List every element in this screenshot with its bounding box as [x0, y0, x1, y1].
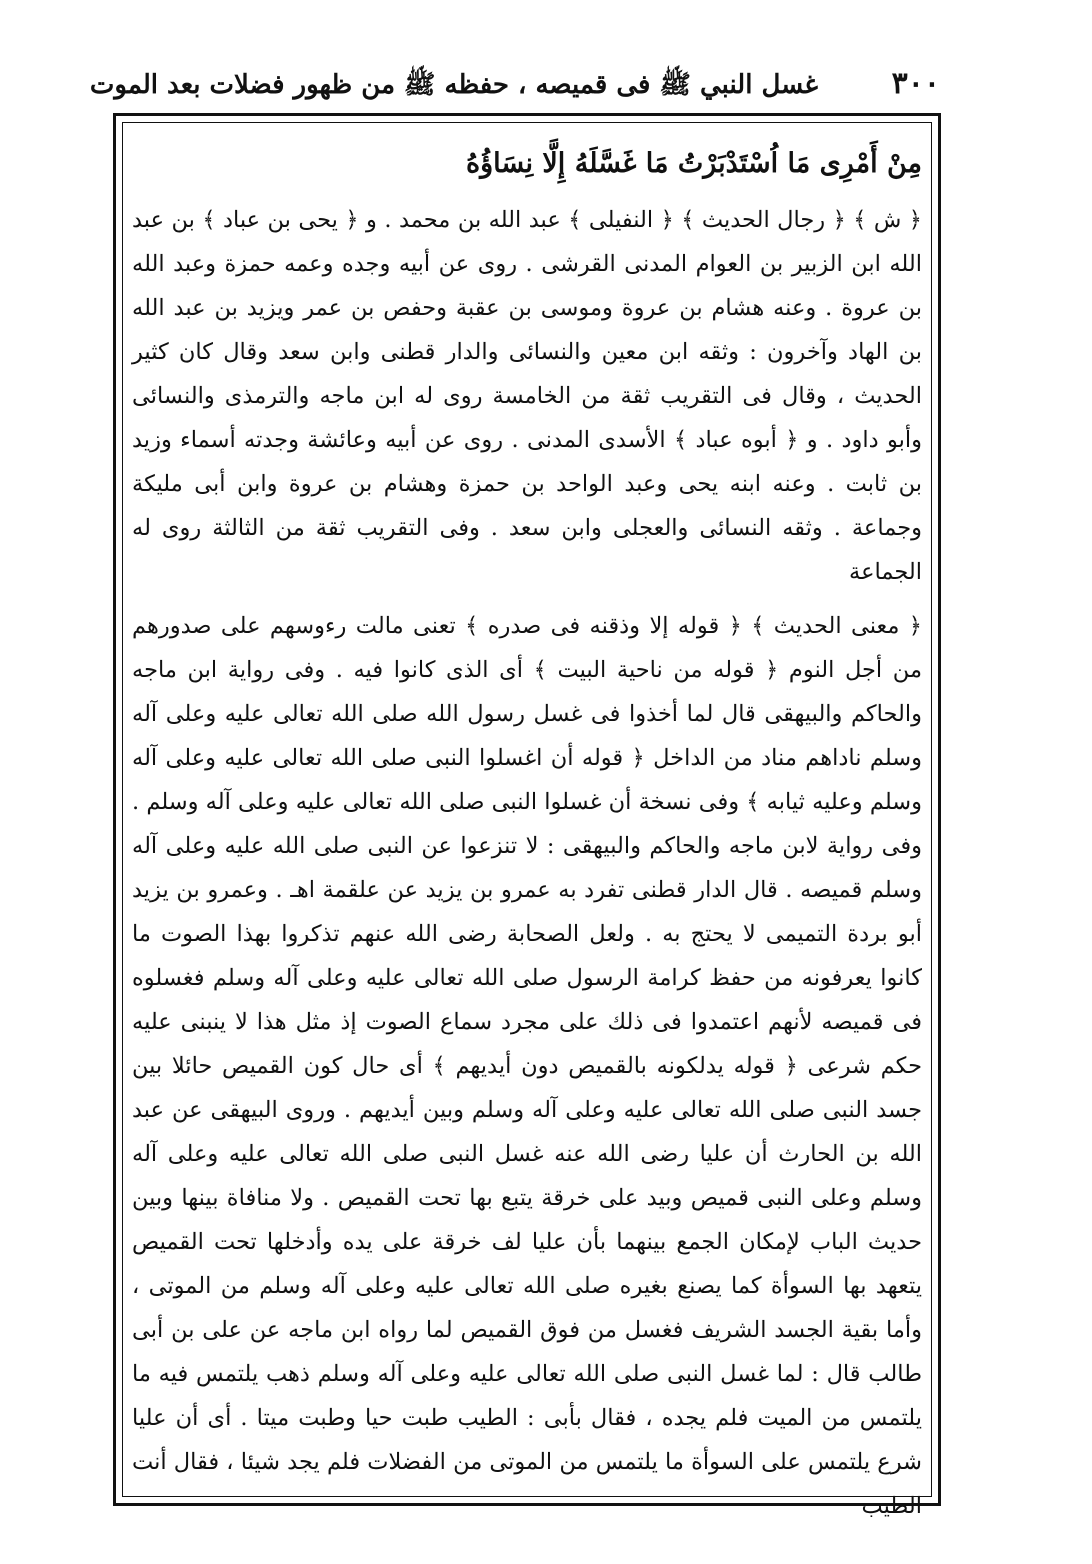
page-number: ٣٠٠: [891, 66, 940, 101]
header-title: غسل النبي ﷺ فى قميصه ، حفظه ﷺ من ظهور فضلات بعد الموت: [89, 70, 818, 100]
commentary-meaning: ﴿ معنى الحديث ﴾ ﴿ قوله إلا وذقنه فى صدره ﴾ تعنى مالت رءوسهم على صدورهم من أجل النوم ﴿ قوله من ناحية البيت ﴾ أى الذى كانوا فيه . وفى رواية ابن ماجه والحاكم والبيهقى قال لما أخذوا فى غسل رسول الله صلى الله تعالى عليه وعلى آله وسلم ناداهم مناد من الداخل ﴿ قوله أن اغسلوا النبى صلى الله تعالى عليه وعلى آله وسلم وعليه ثيابه ﴾ وفى نسخة أن غسلوا النبى صلى الله تعالى عليه وعلى آله وسلم . وفى رواية لابن ماجه والحاكم والبيهقى : لا تنزعوا عن النبى صلى الله عليه وعلى آله وسلم قميصه . قال الدار قطنى تفرد به عمرو بن يزيد عن علقمة اهـ . وعمرو بن يزيد أبو بردة التميمى لا يحتج به . ولعل الصحابة رضى الله عنهم تذكروا بهذا الصوت ما كانوا يعرفونه من حفظ كرامة الرسول صلى الله تعالى عليه وعلى آله وسلم فغسلوه فى قميصه لأنهم اعتمدوا فى ذلك على مجرد سماع الصوت إذ مثل هذا لا ينبنى عليه حكم شرعى ﴿ قوله يدلكونه بالقميص دون أيديهم ﴾ أى حال كون القميص حائلا بين جسد النبى صلى الله تعالى عليه وعلى آله وسلم وبين أيديهم . وروى البيهقى عن عبد الله بن الحارث أن عليا رضى الله عنه غسل النبى صلى الله تعالى عليه وعلى آله وسلم وعلى النبى قميص وبيد على خرقة يتبع بها تحت القميص . ولا منافاة بينها وبين حديث الباب لإمكان الجمع بينهما بأن عليا لف خرقة على يده وأدخلها تحت القميص يتعهد بها السوأة كما يصنع بغيره صلى الله تعالى عليه وعلى آله وسلم من الموتى ، وأما بقية الجسد الشريف فغسل من فوق القميص لما رواه ابن ماجه عن على بن أبى طالب قال : لما غسل النبى صلى الله تعالى عليه وعلى آله وسلم ذهب يلتمس فيه ما يلتمس من الميت فلم يجده ، فقال بأبى : الطيب طبت حيا وطبت ميتا . أى أن عليا شرع يلتمس على السوأة ما يلتمس من الموتى من الفضلات فلم يجد شيئا ، فقال أنت الطيب: [132, 613, 922, 1519]
hadith-text: مِنْ أَمْرِى مَا اُسْتَدْبَرْتُ مَا غَسَّلَهُ إِلَّا نِسَاؤُهُ: [466, 148, 922, 179]
page-content: [132, 128, 922, 1519]
commentary-narrators: ﴿ ش ﴾ ﴿ رجال الحديث ﴾ ﴿ النفيلى ﴾ عبد الله بن محمد . و ﴿ يحى بن عباد ﴾ بن عبد الله ابن الزبير بن العوام المدنى القرشى . روى عن أبيه وجده وعمه حمزة وعبد الله بن عروة . وعنه هشام بن عروة وموسى بن عقبة وحفص بن عمر ويزيد بن عبد الله بن الهاد وآخرون : وثقه ابن معين والنسائى والدار قطنى وابن سعد وقال كان كثير الحديث ، وقال فى التقريب ثقة من الخامسة روى له ابن ماجه والترمذى والنسائى وأبو داود . و ﴿ أبوه عباد ﴾ الأسدى المدنى . روى عن أبيه وعائشة وجدته أسماء وزيد بن ثابت . وعنه ابنه يحى وعبد الواحد بن حمزة وهشام بن عروة وابن أبى مليكة وجماعة . وثقه النسائى والعجلى وابن سعد . وفى التقريب ثقة من الثالثة روى له الجماعة: [132, 207, 922, 585]
running-header: [89, 60, 940, 110]
